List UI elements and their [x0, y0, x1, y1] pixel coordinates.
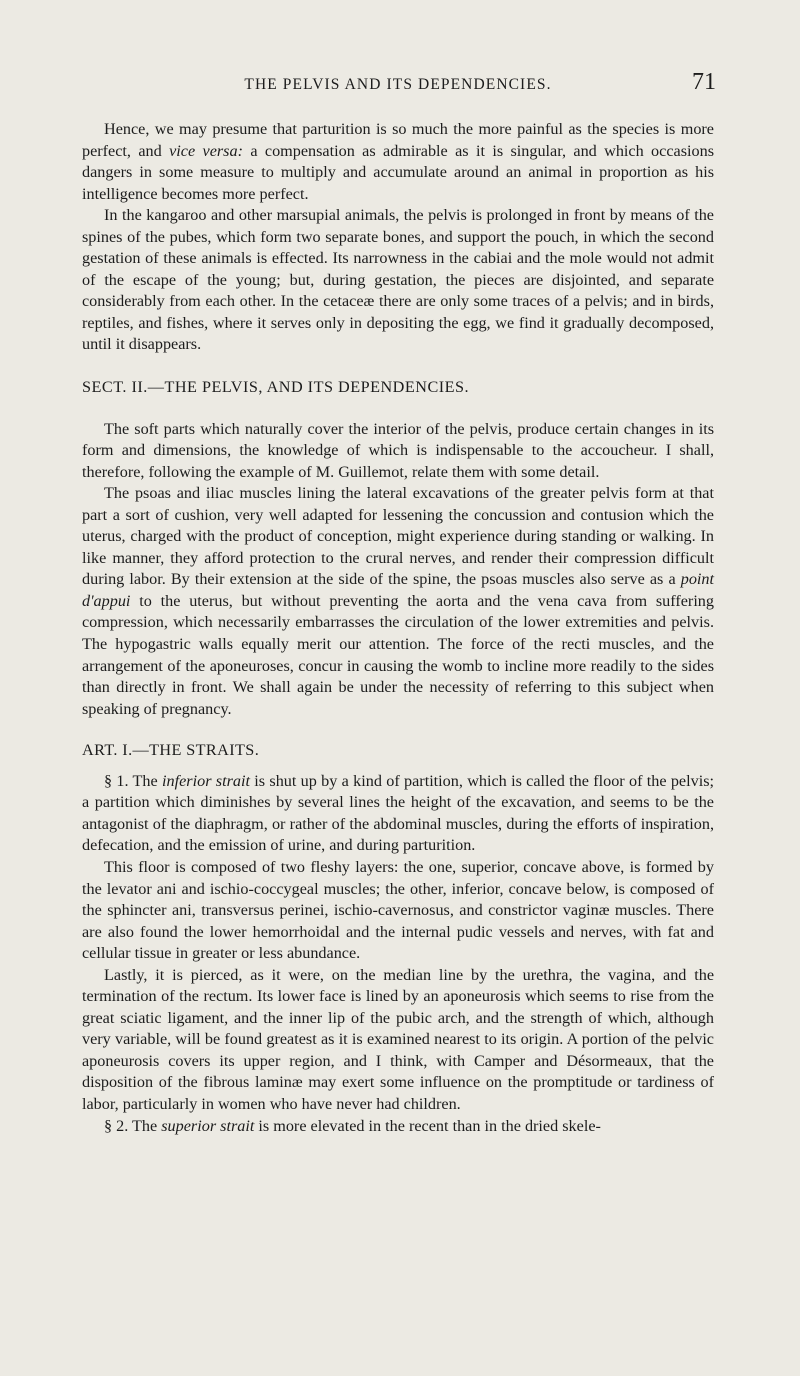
paragraph-psoas: The psoas and iliac muscles lining the lateral excavations of the greater pelvis form at that part a sort of cushion, very well adapted for lessening the concussion and contusion which the uterus, charged with the product of conception, might experience during standing or walking. In like manner, they afford protection to the crural nerves, and render their compression difficult during labor. By their extension at the side of the spine, the psoas muscles also serve as a point d'appui to the uterus, but without preventing the aorta and the vena cava from suffering compression, which necessarily embarrasses the circulation of the lower extremities and pelvis. The hypogastric walls equally merit our attention. The force of the recti muscles, and the arrangement of the aponeuroses, concur in causing the womb to incline more readily to the sides than directly in front. We shall again be under the necessity of referring to this subject when speaking of pregnancy. [82, 484, 715, 718]
paragraph-inferior-strait: § 1. The inferior strait is shut up by a kind of partition, which is called the floor of the pelvis; a partition which diminishes by several lines the height of the excavation, and seems to be the antagonist of the diaphragm, or rather of the abdominal muscles, during the efforts of inspiration, defecation, and the emission of urine, and during parturition. [82, 771, 715, 855]
running-title: THE PELVIS AND ITS DEPENDENCIES. [244, 76, 552, 93]
paragraph-kangaroo: In the kangaroo and other marsupial animals, the pelvis is prolonged in front by means of the spines of the pubes, which form two separate bones, and support the pouch, in which the second gestation of these animals is effected. Its narrowness in the cabiai and the mole would not admit of the escape of the young; but, during gestation, the pieces are disjointed, and separate considerably from each other. In the cetaceæ there are only some traces of a pelvis; and in birds, reptiles, and fishes, where it serves only in depositing the egg, we find it gradually decomposed, until it disappears. [82, 206, 714, 354]
article-heading: ART. I.—THE STRAITS. [82, 741, 260, 760]
paragraph-superior-strait: § 2. The superior strait is more elevated in the recent than in the dried skele- [104, 1116, 601, 1135]
section-heading: SECT. II.—THE PELVIS, AND ITS DEPENDENCIES. [82, 378, 470, 397]
paragraph-pelvic-floor: This floor is composed of two fleshy layers: the one, superior, concave above, is formed by the levator ani and ischio-coccygeal muscles; the other, inferior, concave below, is composed of the sphincter ani, transversus perinei, ischio-cavernosus, and constrictor vaginæ muscles. There are also found the lower hemorrhoidal and the internal pudic vessels and nerves, with fat and cellular tissue in greater or less abundance. [82, 857, 714, 963]
page-number: 71 [692, 69, 716, 95]
running-head [82, 70, 714, 100]
book-page [82, 70, 714, 1137]
paragraph-soft-parts: The soft parts which naturally cover the interior of the pelvis, produce certain changes in its form and dimensions, the knowledge of which is indispensable to the accoucheur. I shall, therefore, following the example of M. Guillemot, relate them with some detail. [82, 419, 714, 481]
body-text [82, 119, 714, 1137]
paragraph-parturition: Hence, we may presume that parturition is so much the more painful as the species is more perfect, and vice versa: a compensation as admirable as it is singular, and which occasions dangers in some measure to multiply and accumulate around an animal in proportion as his intelligence becomes more perfect. [82, 120, 714, 203]
paragraph-median-line: Lastly, it is pierced, as it were, on the median line by the urethra, the vagina, and the termination of the rectum. Its lower face is lined by an aponeurosis which seems to rise from the great sciatic ligament, and the inner lip of the pubic arch, and the strength of which, although very variable, will be found greatest as it is examined nearest to its origin. A portion of the pelvic aponeurosis covers its upper region, and I think, with Camper and Désormeaux, that the disposition of the fibrous laminæ may exert some influence on the promptitude or tardiness of labor, particularly in women who have never had children. [82, 965, 714, 1113]
